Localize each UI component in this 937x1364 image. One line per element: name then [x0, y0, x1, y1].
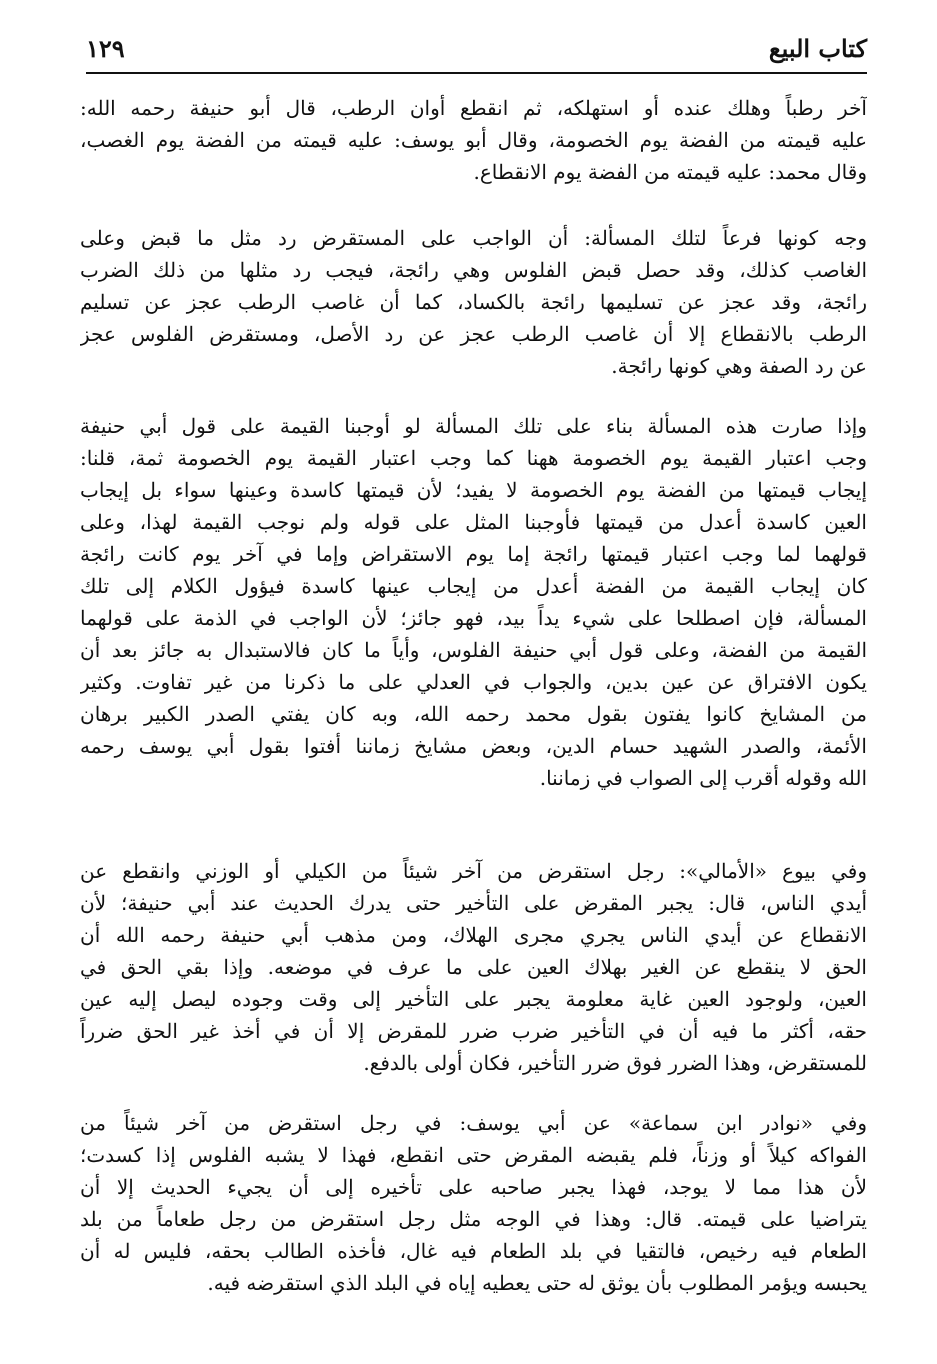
text-line: وجه كونها فرعاً لتلك المسألة: أن الواجب على المستقرض رد مثل ما قبض وعلى [80, 226, 867, 250]
text-line: يكون الافتراق عن عين بدين، والجواب في العدلي على ما ذكرنا من غير تفاوت. وكثير [80, 670, 867, 694]
paragraph-4 [80, 855, 867, 1079]
running-title: كتاب البيع [768, 34, 867, 63]
text-line: إيجاب قيمتها من الفضة يوم الخصومة لا يفيد؛ لأن قيمتها كاسدة وعينها سواء بل إيجاب [80, 478, 867, 502]
text-line: وقال محمد: عليه قيمته من الفضة يوم الانقطاع. [473, 160, 867, 184]
text-line: المسألة، فإن اصطلحا على شيء يداً بيد، فهو جائز؛ لأن الواجب في الذمة على قولهما [80, 606, 867, 630]
page-number: ١٢٩ [86, 34, 125, 63]
text-line: من المشايخ كانوا يفتون بقول محمد رحمه الله، وبه كان يفتي الصدر الكبير برهان [80, 702, 867, 726]
text-line: الطعام فيه رخيص، فالتقيا في بلد الطعام فيه غال، فأخذه الطالب بحقه، فليس له أن [80, 1239, 867, 1263]
text-line: الفواكه كيلاً أو وزناً، فلم يقبضه المقرض حتى انقطع، فهذا لا يشبه الفلوس إذا كسدت؛ [80, 1143, 867, 1167]
text-line: الرطب بالانقطاع إلا أن غاصب الرطب عجز عن رد الأصل، ومستقرض الفلوس عجز [80, 322, 867, 346]
text-line: العين كاسدة أعدل من قيمتها فأوجبنا المثل على قوله ولم نوجب القيمة لهذا، وعلى [80, 510, 867, 534]
text-line: العين، ولوجود العين غاية معلومة يجبر على التأخير إلى وقت وجوده ليصل إليه عين [80, 987, 867, 1011]
text-line: عليه قيمته من الفضة يوم الخصومة، وقال أبو يوسف: عليه قيمته من الفضة يوم الغصب، [80, 128, 867, 152]
text-line: أيدي الناس، قال: يجبر المقرض على التأخير حتى يدرك الحديث عند أبي حنيفة؛ لأن [80, 891, 867, 915]
paragraph-2 [80, 222, 867, 382]
text-line: للمستقرض، وهذا الضرر فوق ضرر التأخير، فكان أولى بالدفع. [363, 1051, 867, 1075]
text-line: القيمة من الفضة، وعلى قول أبي حنيفة الفلوس، وأياً ما كان فالاستبدال به جائز بعد أن [80, 638, 867, 662]
text-line: وفي «نوادر ابن سماعة» عن أبي يوسف: في رجل استقرض من آخر شيئاً من [80, 1111, 867, 1135]
page-header [86, 28, 867, 74]
text-line: حقه، أكثر ما فيه أن في التأخير ضرب ضرر للمقرض إلا أن في أخذ غير الحق ضرراً [80, 1019, 867, 1043]
text-line: كان إيجاب القيمة من الفضة أعدل من إيجاب عينها كاسدة فيؤول الكلام إلى تلك [80, 574, 867, 598]
text-line: الحق لا ينقطع عن الغير بهلاك العين على ما عرف في موضعه. وإذا بقي الحق في [80, 955, 867, 979]
text-line: الأئمة، والصدر الشهيد حسام الدين، وبعض مشايخ زماننا أفتوا بقول أبي يوسف رحمه [80, 734, 867, 758]
text-line: وجب اعتبار القيمة يوم الخصومة ههنا كما وجب اعتبار القيمة يوم الخصومة ثمة، قلنا: [80, 446, 867, 470]
paragraph-3 [80, 410, 867, 794]
text-line: لأن هذا مما لا يوجد، فهذا يجبر صاحبه على تأخيره إلى أن يجيء الحديث إلا أن [80, 1175, 867, 1199]
text-line: الله وقوله أقرب إلى الصواب في زماننا. [539, 766, 867, 790]
text-line: يحبسه ويؤمر المطلوب بأن يوثق له حتى يعطيه إياه في البلد الذي استقرضه فيه. [207, 1271, 867, 1295]
text-line: الغاصب كذلك، وقد حصل قبض الفلوس وهي رائجة، فيجب رد مثلها من ذلك الضرب [80, 258, 867, 282]
text-line: الانقطاع عن أيدي الناس يجري مجرى الهلاك، ومن مذهب أبي حنيفة رحمه الله أن [80, 923, 867, 947]
text-line: عن رد الصفة وهي كونها رائجة. [611, 354, 867, 378]
text-line: آخر رطباً وهلك عنده أو استهلكه، ثم انقطع أوان الرطب، قال أبو حنيفة رحمه الله: [80, 96, 867, 120]
text-line: يتراضيا على قيمته. قال: وهذا في الوجه مثل رجل استقرض من رجل طعاماً من بلد [80, 1207, 867, 1231]
paragraph-5 [80, 1107, 867, 1299]
text-line: وفي بيوع «الأمالي»: رجل استقرض من آخر شيئاً من الكيلي أو الوزني وانقطع عن [80, 859, 867, 883]
text-line: قولهما لما وجب اعتبار قيمتها رائجة إما يوم الاستقراض وإما في آخر يوم كانت رائجة [80, 542, 867, 566]
text-line: رائجة، وقد عجز عن تسليمها رائجة بالكساد، كما أن غاصب الرطب عجز عن تسليم [80, 290, 867, 314]
text-line: وإذا صارت هذه المسألة بناء على تلك المسألة لو أوجبنا القيمة على قول أبي حنيفة [80, 414, 867, 438]
paragraph-1 [80, 92, 867, 188]
